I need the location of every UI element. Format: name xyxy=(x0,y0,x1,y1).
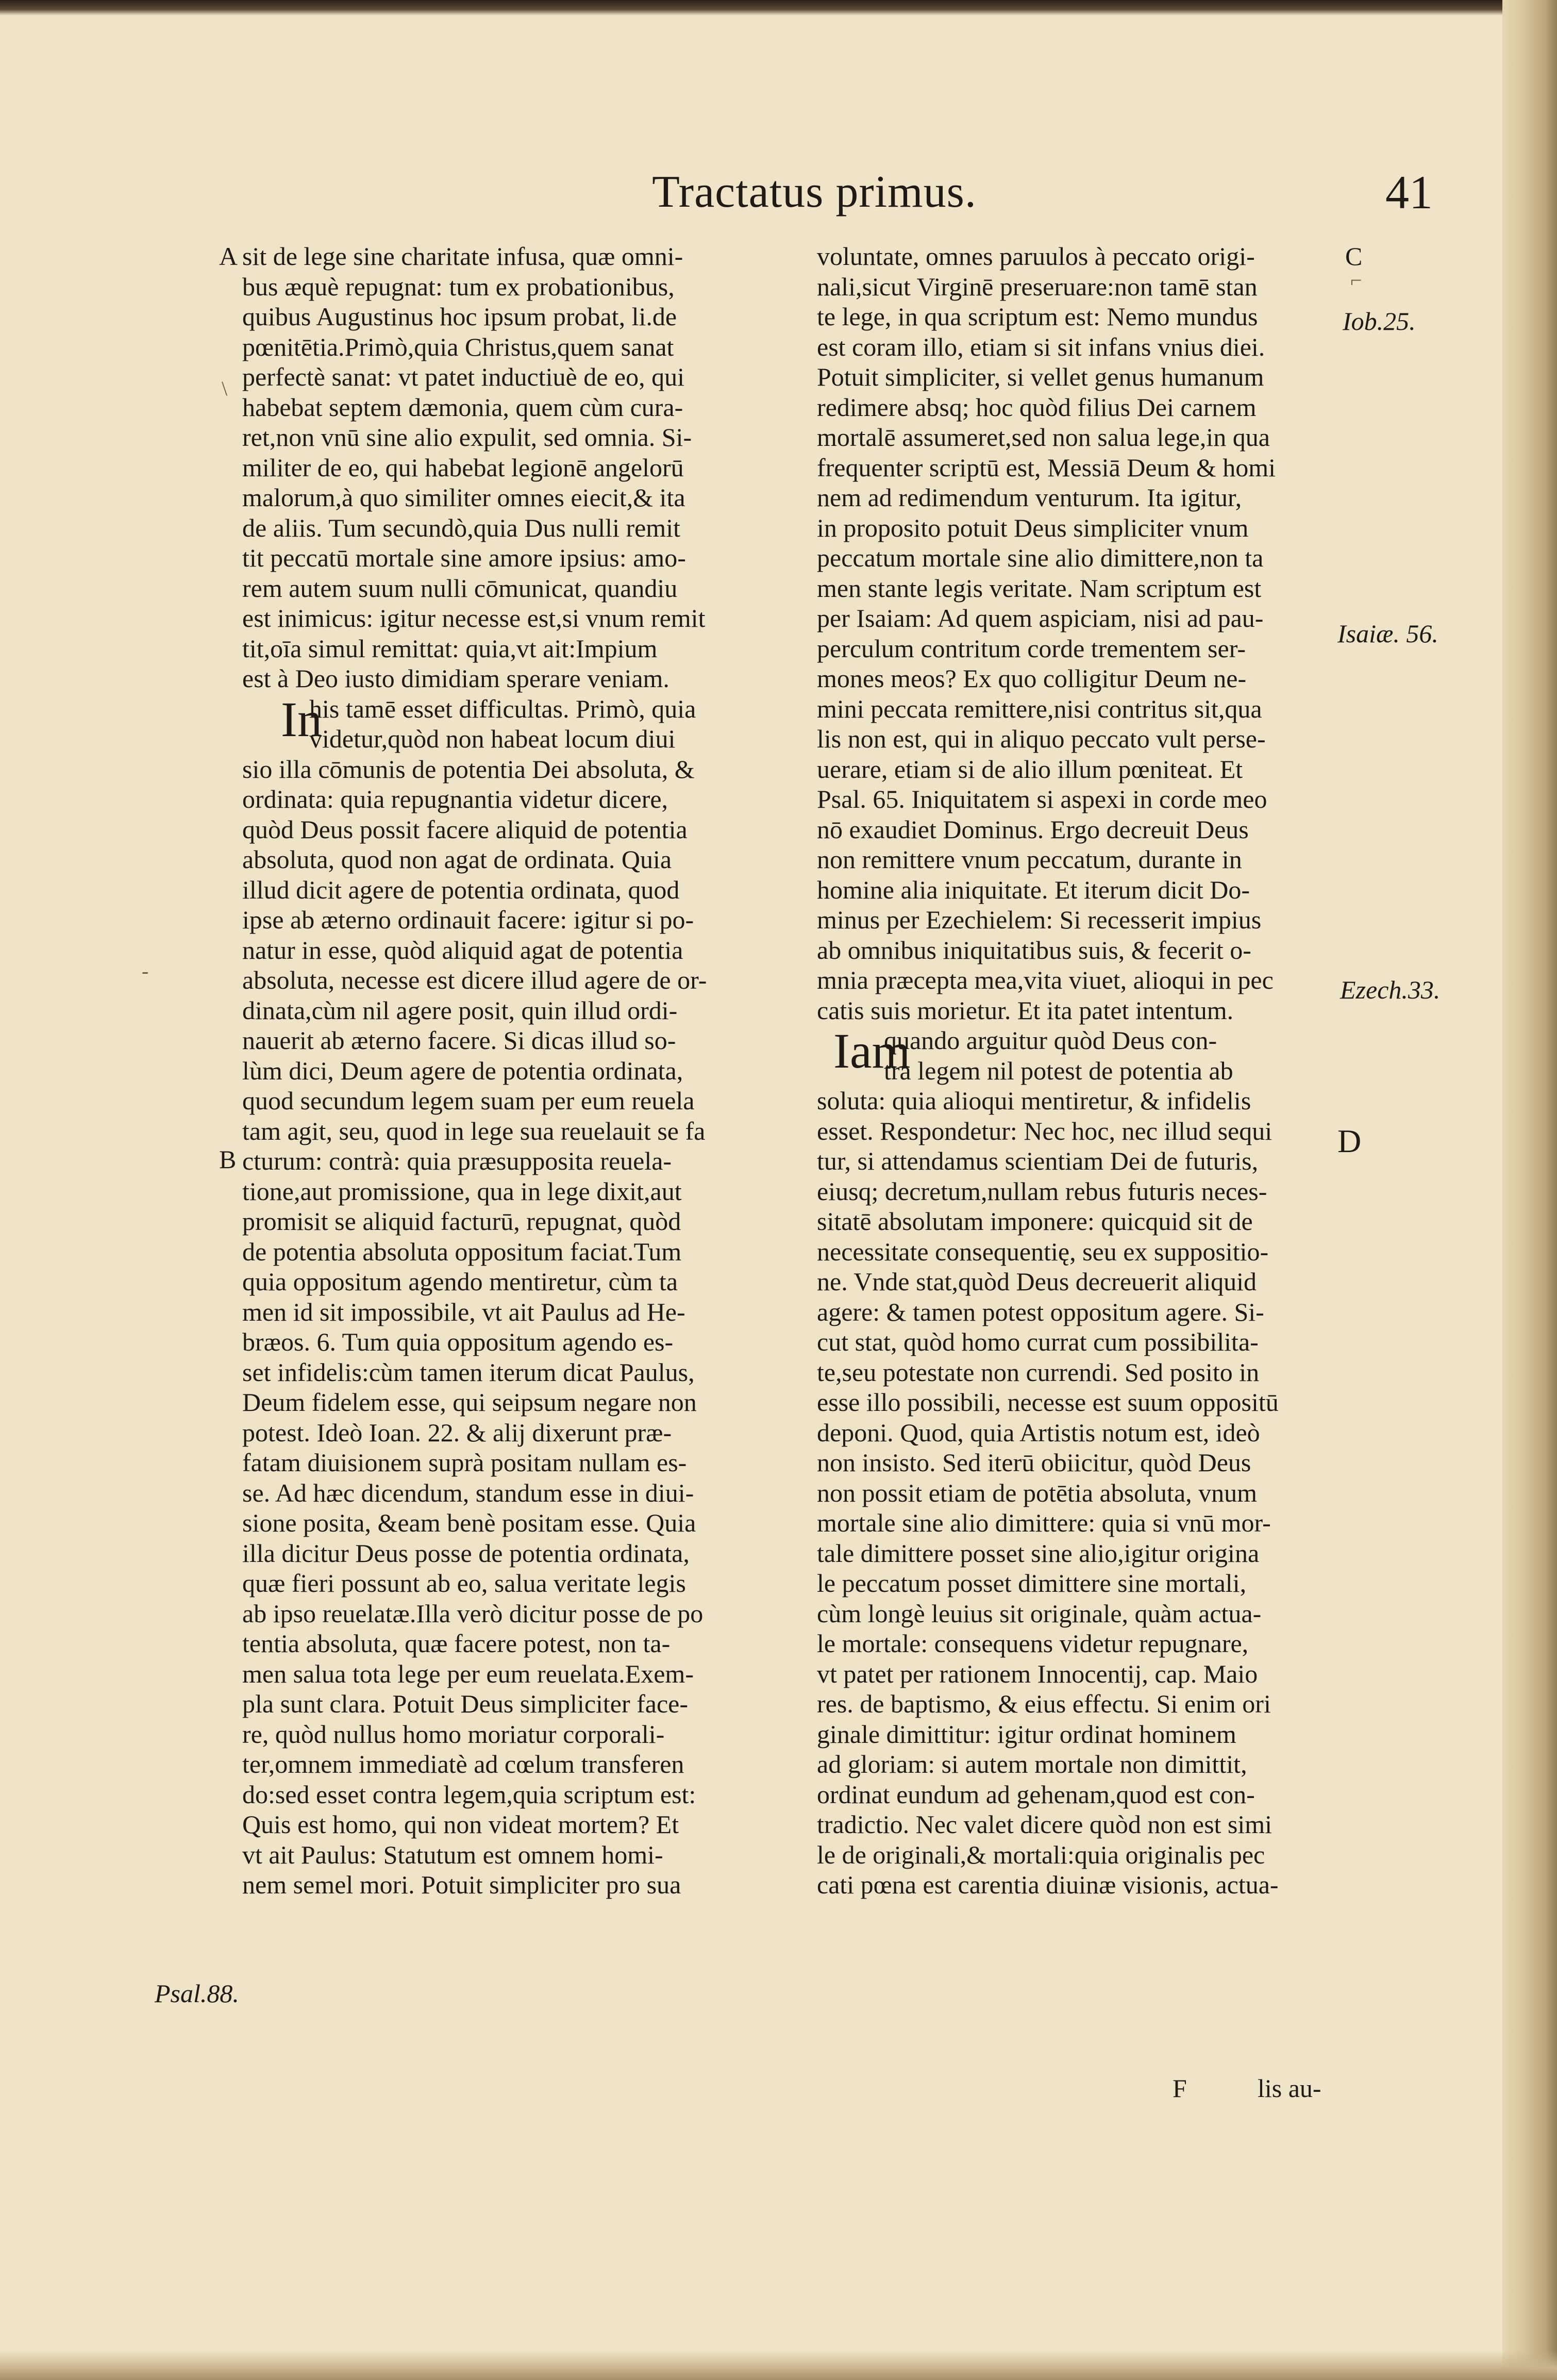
text-line: vt ait Paulus: Statutum est omnem homi- xyxy=(242,1840,663,1869)
text-line: nem ad redimendum venturum. Ita igitur, xyxy=(817,483,1242,512)
text-line: tradictio. Nec valet dicere quòd non est simi xyxy=(817,1810,1273,1839)
text-line: tentia absoluta, quæ facere potest, non ta- xyxy=(242,1629,671,1658)
text-line: sione posita, &eam benè positam esse. Quia xyxy=(242,1508,696,1537)
text-line: Psal. 65. Iniquitatem si aspexi in corde meo xyxy=(817,785,1267,813)
folio-number: 41 xyxy=(1385,166,1433,219)
text-line: pla sunt clara. Potuit Deus simpliciter face- xyxy=(242,1689,689,1718)
margin-mark: - xyxy=(142,959,149,983)
book-fore-edge xyxy=(1502,0,1557,2380)
text-line: men stante legis veritate. Nam scriptum est xyxy=(817,573,1262,603)
text-line: est inimicus: igitur necesse est,si vnum remit xyxy=(242,604,706,633)
text-line: natur in esse, quòd aliquid agat de potentia xyxy=(242,935,683,964)
text-line: uerare, etiam si de alio illum pœniteat. Et xyxy=(817,754,1243,784)
margin-mark: \ xyxy=(222,377,228,400)
text-line: tit,oīa simul remittat: quia,vt ait:Impium xyxy=(242,634,658,663)
text-line: le peccatum posset dimittere sine mortali, xyxy=(817,1569,1247,1597)
text-line: tale dimittere posset sine alio,igitur origina xyxy=(817,1538,1260,1568)
text-line: cati pœna est carentia diuinæ visionis, actua- xyxy=(817,1870,1279,1899)
text-line: nem semel mori. Potuit simpliciter pro sua xyxy=(242,1870,681,1899)
text-line: habebat septem dæmonia, quem cùm cura- xyxy=(242,392,683,422)
text-line: esse illo possibili, necesse est suum oppositū xyxy=(817,1388,1279,1417)
section-letter-b: B xyxy=(219,1145,237,1174)
text-line: cturum: contrà: quia præsupposita reuela- xyxy=(242,1146,672,1175)
text-line: nō exaudiet Dominus. Ergo decreuit Deus xyxy=(817,814,1249,844)
text-line: promisit se aliquid facturū, repugnat, quòd xyxy=(242,1207,681,1236)
text-line: nali,sicut Virginē preseruare:non tamē stan xyxy=(817,272,1258,301)
text-line: rem autem suum nulli cōmunicat, quandiu xyxy=(242,573,678,603)
text-line: militer de eo, qui habebat legionē angelorū xyxy=(242,453,684,482)
text-line: potest. Ideò Ioan. 22. & alij dixerunt præ- xyxy=(242,1418,672,1447)
text-line: tur, si attendamus scientiam Dei de futuris, xyxy=(817,1146,1259,1175)
text-line: peccatum mortale sine alio dimittere,non ta xyxy=(817,543,1264,572)
text-line: perculum contritum corde trementem ser- xyxy=(817,634,1246,663)
text-line: te,seu potestate non currendi. Sed posito in xyxy=(817,1357,1260,1387)
text-line: sitatē absolutam imponere: quicquid sit de xyxy=(817,1207,1253,1236)
text-line: esset. Respondetur: Nec hoc, nec illud sequi xyxy=(817,1116,1273,1145)
text-line: ter,omnem immediatè ad cœlum transferen xyxy=(242,1750,684,1778)
text-line: in proposito potuit Deus simpliciter vnum xyxy=(817,513,1249,542)
text-line: ad gloriam: si autem mortale non dimittit, xyxy=(817,1750,1247,1778)
text-line: men salua tota lege per eum reuelata.Exem- xyxy=(242,1659,694,1688)
text-line: per Isaiam: Ad quem aspiciam, nisi ad pau- xyxy=(817,604,1264,633)
text-line: Potuit simpliciter, si vellet genus humanum xyxy=(817,362,1264,391)
running-title: Tractatus primus. xyxy=(652,167,977,217)
text-line: absoluta, quod non agat de ordinata. Quia xyxy=(242,845,672,874)
drop-initial-left: In xyxy=(281,692,322,747)
text-line: Deum fidelem esse, qui seipsum negare non xyxy=(242,1388,697,1417)
text-line: tit peccatū mortale sine amore ipsius: amo- xyxy=(242,543,686,572)
text-line: se. Ad hæc dicendum, standum esse in diui- xyxy=(242,1478,694,1507)
text-line: set infidelis:cùm tamen iterum dicat Paulus, xyxy=(242,1357,695,1387)
text-line: lùm dici, Deum agere de potentia ordinata, xyxy=(242,1056,683,1085)
page-bottom-shadow xyxy=(0,2351,1557,2380)
text-line: ab omnibus iniquitatibus suis, & fecerit o- xyxy=(817,935,1251,964)
text-line: quia oppositum agendo mentiretur, cùm ta xyxy=(242,1267,678,1296)
text-line: bræos. 6. Tum quia oppositum agendo es- xyxy=(242,1327,674,1356)
text-line: minus per Ezechielem: Si recesserit impius xyxy=(817,905,1262,934)
text-line: illud dicit agere de potentia ordinata, quod xyxy=(242,875,680,904)
marginal-note-iob: Iob.25. xyxy=(1343,307,1416,336)
text-line: ordinat eundum ad gehenam,quod est con- xyxy=(817,1779,1255,1809)
text-line: sit de lege sine charitate infusa, quæ omni- xyxy=(242,242,683,271)
text-line: his tamē esset difficultas. Primò, quia xyxy=(309,694,696,723)
text-line: de aliis. Tum secundò,quia Dus nulli remit xyxy=(242,513,680,542)
section-letter-c: C xyxy=(1345,242,1363,271)
text-line: est à Deo iusto dimidiam sperare veniam. xyxy=(242,664,669,693)
text-line: res. de baptismo, & eius effectu. Si enim ori xyxy=(817,1689,1271,1718)
section-letter-d: D xyxy=(1337,1123,1362,1159)
text-line: le mortale: consequens videtur repugnare, xyxy=(817,1629,1249,1658)
text-line: ordinata: quia repugnantia videtur dicere, xyxy=(242,785,668,813)
text-line: tra legem nil potest de potentia ab xyxy=(884,1056,1233,1085)
text-line: mini peccata remittere,nisi contritus sit,qua xyxy=(817,694,1262,723)
text-line: lis non est, qui in aliquo peccato vult perse- xyxy=(817,724,1266,753)
text-line: fatam diuisionem suprà positam nullam es- xyxy=(242,1448,687,1477)
text-line: cùm longè leuius sit originale, quàm actua- xyxy=(817,1599,1262,1628)
text-line: eiusq; decretum,nullam rebus futuris neces- xyxy=(817,1176,1267,1206)
text-line: perfectè sanat: vt patet inductiuè de eo, qui xyxy=(242,362,684,391)
text-line: quòd Deus possit facere aliquid de potentia xyxy=(242,814,688,844)
marginal-note-ezech: Ezech.33. xyxy=(1340,975,1441,1004)
text-line: voluntate, omnes paruulos à peccato origi- xyxy=(817,242,1255,271)
text-line: quæ fieri possunt ab eo, salua veritate legis xyxy=(242,1569,686,1597)
text-line: do:sed esset contra legem,quia scriptum est: xyxy=(242,1779,696,1809)
text-line: ne. Vnde stat,quòd Deus decreuerit aliquid xyxy=(817,1267,1257,1296)
margin-mark: ⌐ xyxy=(1350,269,1362,292)
text-line: ipse ab æterno ordinauit facere: igitur si po- xyxy=(242,905,694,934)
text-line: de potentia absoluta oppositum faciat.Tum xyxy=(242,1237,682,1266)
text-line: ginale dimittitur: igitur ordinat hominem xyxy=(817,1719,1236,1749)
signature-mark: F xyxy=(1173,2074,1187,2103)
text-line: vt patet per rationem Innocentij, cap. Maio xyxy=(817,1659,1258,1688)
text-line: dinata,cùm nil agere posit, quin illud ordi- xyxy=(242,995,678,1025)
text-line: illa dicitur Deus posse de potentia ordinata, xyxy=(242,1538,690,1568)
text-line: mnia præcepta mea,vita viuet, alioqui in pec xyxy=(817,966,1274,994)
text-line: quod secundum legem suam per eum reuela xyxy=(242,1086,695,1115)
text-line: absoluta, necesse est dicere illud agere de or- xyxy=(242,966,707,994)
text-line: non possit etiam de potētia absoluta, vnum xyxy=(817,1478,1258,1507)
text-line: non insisto. Sed iterū obiicitur, quòd Deus xyxy=(817,1448,1251,1477)
text-line: bus æquè repugnat: tum ex probationibus, xyxy=(242,272,675,301)
drop-initial-right: Iam xyxy=(833,1023,911,1078)
text-line: mortale sine alio dimittere: quia si vnū mor- xyxy=(817,1508,1271,1537)
text-line: quando arguitur quòd Deus con- xyxy=(884,1026,1217,1055)
text-line: tione,aut promissione, qua in lege dixit,aut xyxy=(242,1176,682,1206)
text-line: deponi. Quod, quia Artistis notum est, ideò xyxy=(817,1418,1260,1447)
page-top-shadow xyxy=(0,0,1557,15)
text-line: mones meos? Ex quo colligitur Deum ne- xyxy=(817,664,1247,693)
left-text-column xyxy=(242,241,768,1900)
text-line: nauerit ab æterno facere. Si dicas illud so- xyxy=(242,1026,676,1055)
text-line: Quis est homo, qui non videat mortem? Et xyxy=(242,1810,679,1839)
text-line: mortalē assumeret,sed non salua lege,in qua xyxy=(817,423,1270,452)
right-text-column xyxy=(817,241,1343,1900)
section-letter-a: A xyxy=(219,242,238,271)
text-line: videtur,quòd non habeat locum diui xyxy=(309,724,676,753)
text-line: sio illa cōmunis de potentia Dei absoluta, & xyxy=(242,754,695,784)
text-line: necessitate consequentię, seu ex suppositio- xyxy=(817,1237,1269,1266)
text-line: tam agit, seu, quod in lege sua reuelauit se fa xyxy=(242,1116,706,1145)
catchword: lis au- xyxy=(1258,2074,1321,2103)
text-line: agere: & tamen potest oppositum agere. Si- xyxy=(817,1297,1264,1326)
text-line: quibus Augustinus hoc ipsum probat, li.de xyxy=(242,302,677,331)
text-line: re, quòd nullus homo moriatur corporali- xyxy=(242,1719,665,1749)
text-line: le de originali,& mortali:quia originalis pec xyxy=(817,1840,1265,1869)
text-line: est coram illo, etiam si sit infans vnius diei. xyxy=(817,332,1265,361)
text-line: ab ipso reuelatæ.Illa verò dicitur posse de po xyxy=(242,1599,704,1628)
text-line: soluta: quia alioqui mentiretur, & infidelis xyxy=(817,1086,1251,1115)
text-line: men id sit impossibile, vt ait Paulus ad He- xyxy=(242,1297,685,1326)
text-line: frequenter scriptū est, Messiā Deum & homi xyxy=(817,453,1276,482)
text-line: te lege, in qua scriptum est: Nemo mundus xyxy=(817,302,1258,331)
marginal-note-psal: Psal.88. xyxy=(155,1979,239,2008)
marginal-note-isaie: Isaiæ. 56. xyxy=(1337,619,1438,648)
text-line: homine alia iniquitate. Et iterum dicit Do- xyxy=(817,875,1250,904)
text-line: malorum,à quo similiter omnes eiecit,& ita xyxy=(242,483,685,512)
text-line: pœnitētia.Primò,quia Christus,quem sanat xyxy=(242,332,674,361)
text-line: cut stat, quòd homo currat cum possibilita- xyxy=(817,1327,1259,1356)
text-line: catis suis morietur. Et ita patet intentum. xyxy=(817,995,1234,1025)
text-line: redimere absq; hoc quòd filius Dei carnem xyxy=(817,392,1257,422)
text-line: non remittere vnum peccatum, durante in xyxy=(817,845,1242,874)
text-line: ret,non vnū sine alio expulit, sed omnia. Si- xyxy=(242,423,692,452)
